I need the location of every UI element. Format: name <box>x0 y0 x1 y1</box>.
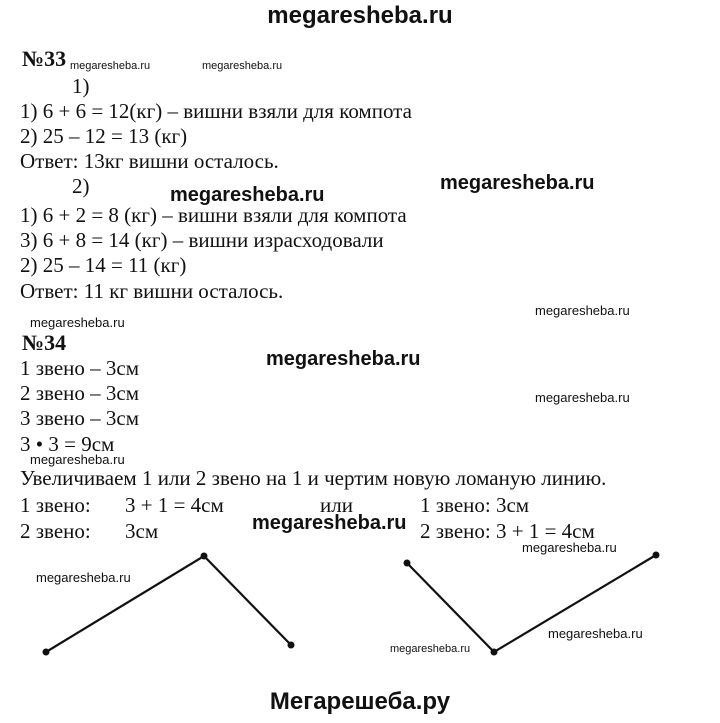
watermark: megaresheba.ru <box>440 172 595 194</box>
left-polyline <box>43 553 295 656</box>
right-polyline-segments <box>407 555 656 652</box>
text-line: 3) 6 + 8 = 14 (кг) – вишни израсходовали <box>20 228 384 252</box>
task-33-number: №33 <box>22 46 67 71</box>
left-row2-value: 3см <box>125 519 159 543</box>
text-line: 1) 6 + 2 = 8 (кг) – вишни взяли для компота <box>20 203 407 227</box>
text-line: Увеличиваем 1 или 2 звено на 1 и чертим новую ломаную линию. <box>20 466 607 490</box>
text-line: 2 звено – 3см <box>20 381 140 405</box>
left-row1-label: 1 звено: <box>20 493 91 517</box>
left-polyline-point <box>288 642 295 649</box>
text-line: 2) 25 – 14 = 11 (кг) <box>20 253 187 277</box>
variant-2-label: 2) <box>72 174 90 198</box>
task-34-number: №34 <box>22 330 67 355</box>
text-line: Ответ: 11 кг вишни осталось. <box>20 279 284 303</box>
right-polyline <box>404 552 660 656</box>
text-line: 2) 25 – 12 = 13 (кг) <box>20 124 188 148</box>
right-row1: 1 звено: 3см <box>420 493 530 517</box>
watermark: megaresheba.ru <box>522 540 617 555</box>
right-row2: 2 звено: 3 + 1 = 4см <box>420 519 595 543</box>
right-polyline-point <box>491 649 498 656</box>
text-line: 1 звено – 3см <box>20 356 140 380</box>
text-line: 1) 6 + 6 = 12(кг) – вишни взяли для компота <box>20 99 412 123</box>
left-row2-label: 2 звено: <box>20 519 91 543</box>
left-polyline-segments <box>46 556 291 652</box>
watermark: megaresheba.ru <box>535 390 630 405</box>
left-polyline-point <box>201 553 208 560</box>
watermark: megaresheba.ru <box>548 626 643 641</box>
text-line: 3 • 3 = 9см <box>20 432 115 456</box>
or-word: или <box>320 493 353 517</box>
watermark: megaresheba.ru <box>535 303 630 318</box>
watermark: megaresheba.ru <box>30 452 125 467</box>
watermark: megaresheba.ru <box>70 60 151 72</box>
variant-1-label: 1) <box>72 74 90 98</box>
right-polyline-point <box>404 560 411 567</box>
site-title-bottom: Мегарешеба.ру <box>269 688 451 715</box>
watermark: megaresheba.ru <box>170 184 325 206</box>
watermark: megaresheba.ru <box>202 60 283 72</box>
text-line: 3 звено – 3см <box>20 406 140 430</box>
watermark: megaresheba.ru <box>390 643 471 655</box>
site-title-top: megaresheba.ru <box>267 2 453 29</box>
left-polyline-point <box>43 649 50 656</box>
left-row1-value: 3 + 1 = 4см <box>125 493 224 517</box>
watermark: megaresheba.ru <box>30 315 125 330</box>
watermark: megaresheba.ru <box>266 348 421 370</box>
text-line: Ответ: 13кг вишни осталось. <box>20 149 279 173</box>
watermark: megaresheba.ru <box>252 512 407 534</box>
right-polyline-point <box>653 552 660 559</box>
watermark: megaresheba.ru <box>36 570 131 585</box>
